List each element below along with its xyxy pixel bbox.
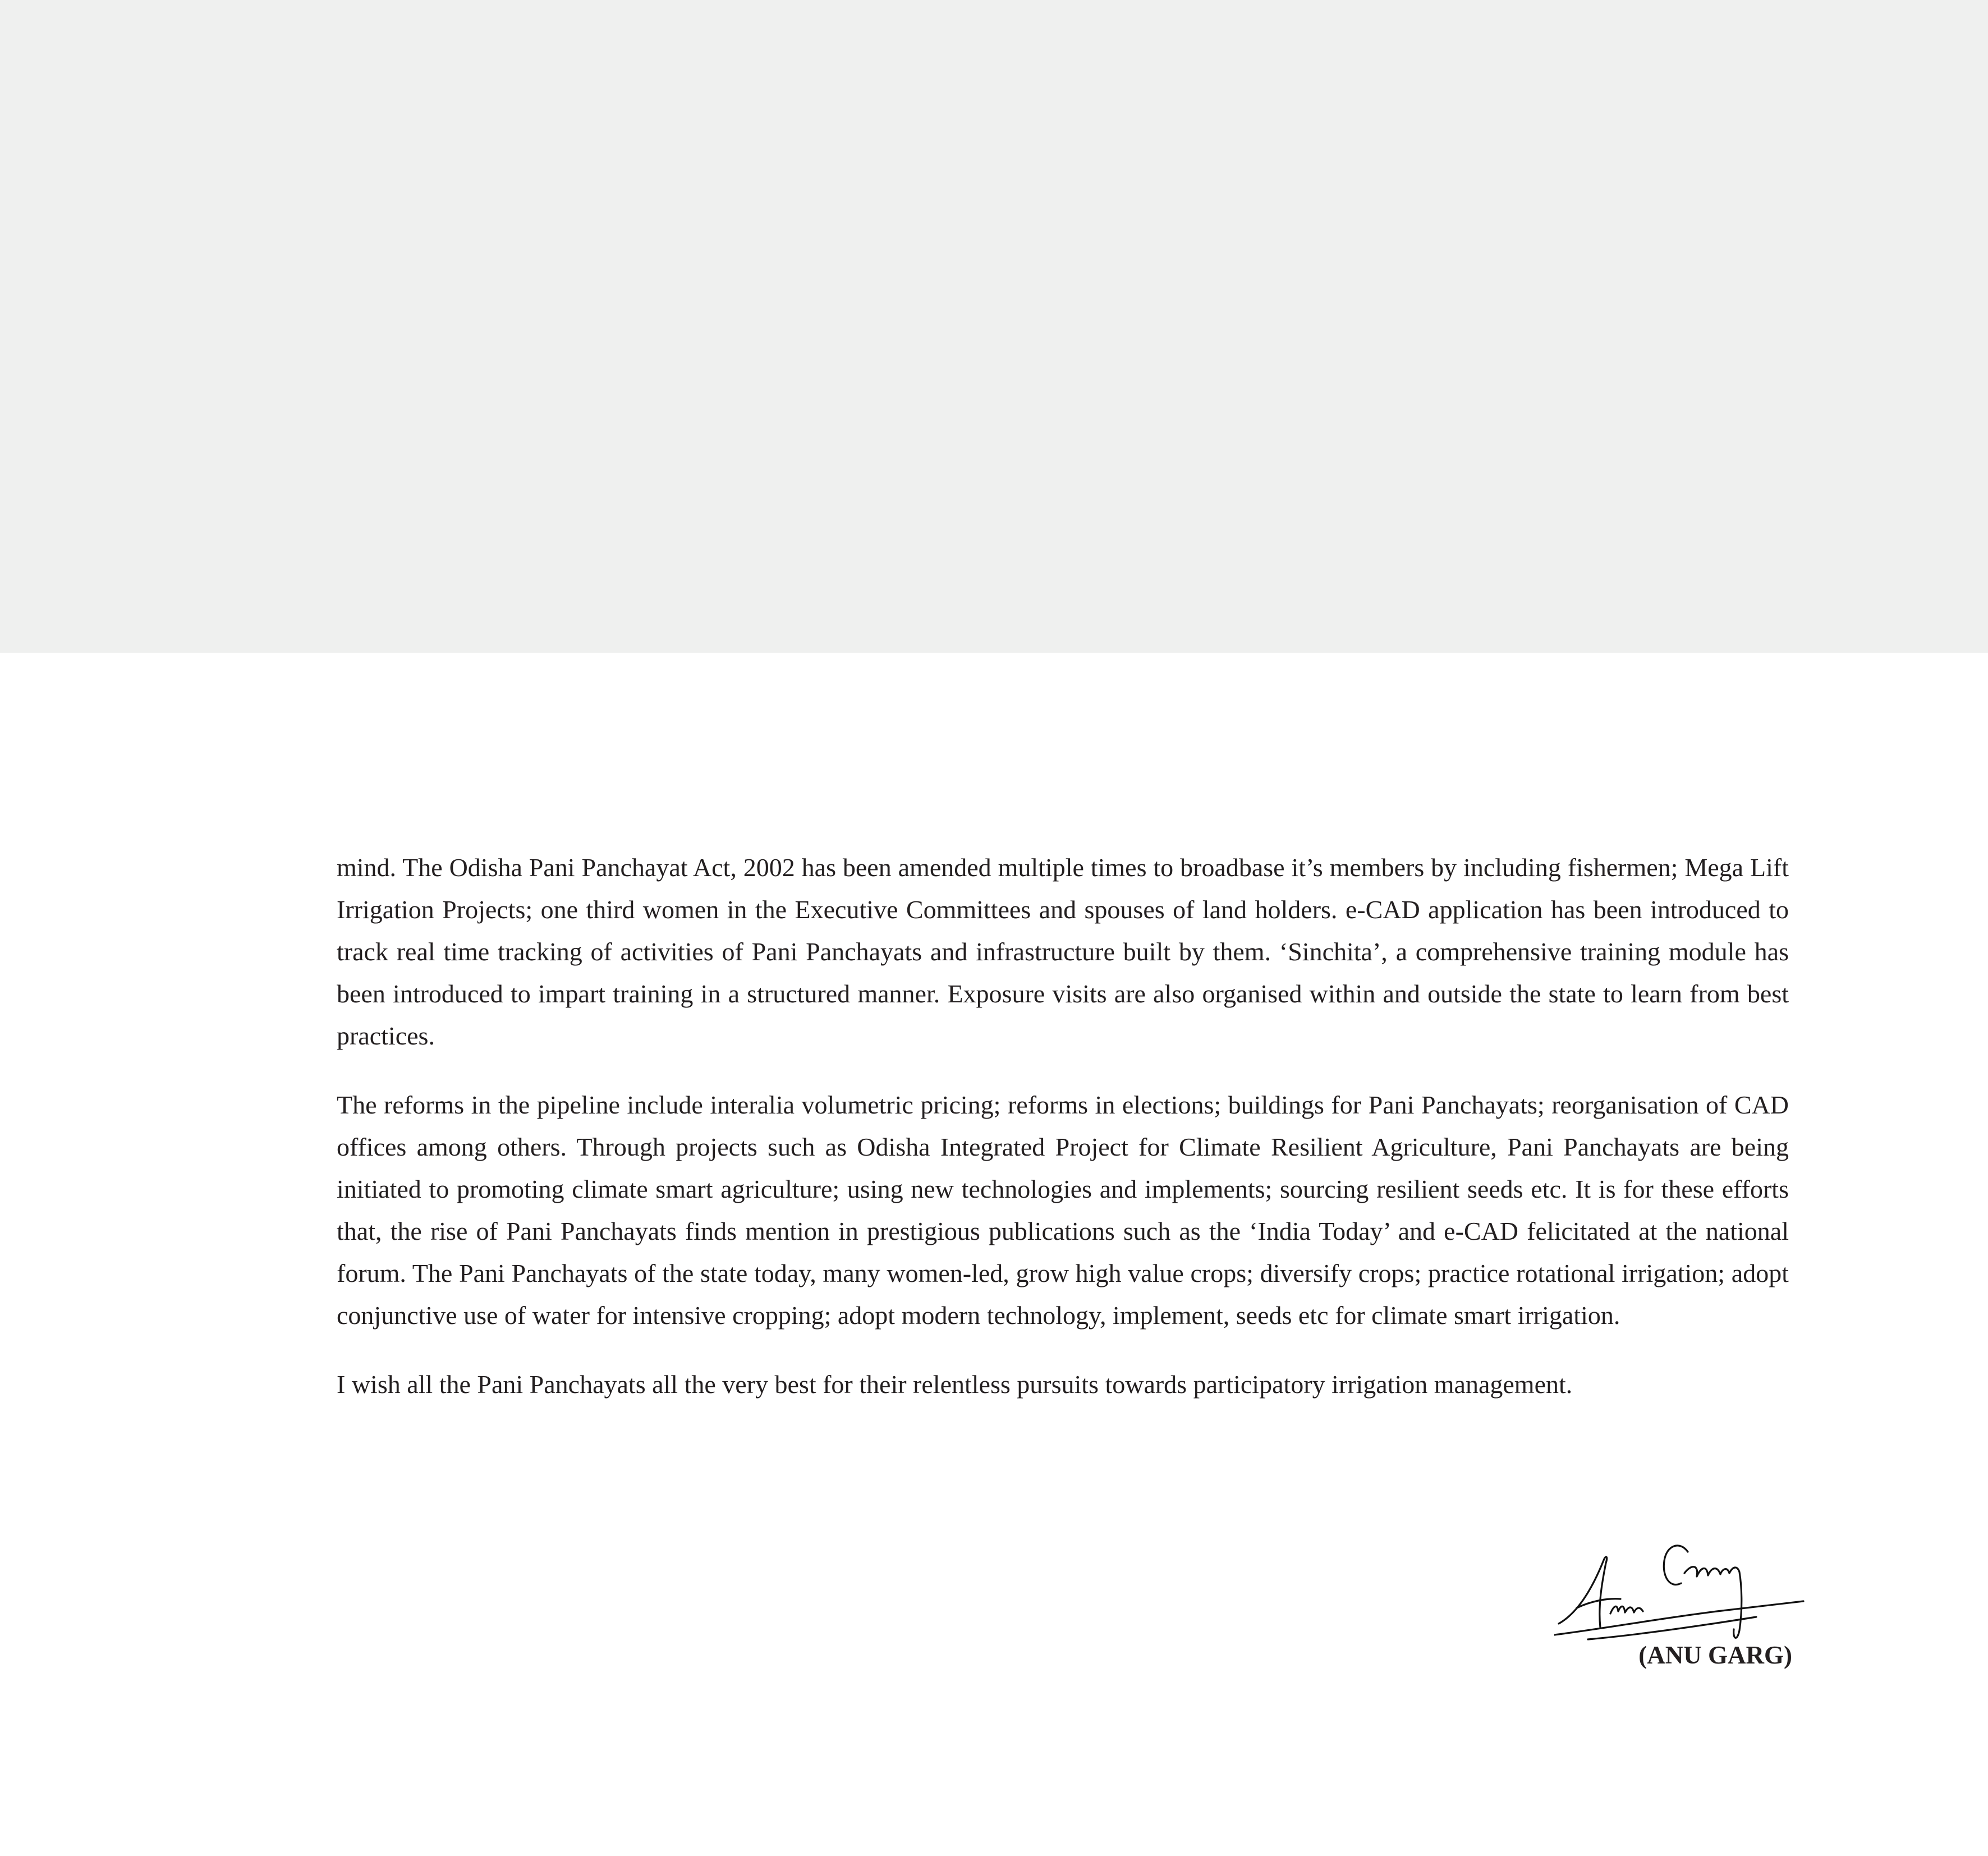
paragraph-1: mind. The Odisha Pani Panchayat Act, 2002 has been amended multiple times to broadbase it’s members by including fishermen; Mega Lift Irrigation Projects; one third women in the Executive Committees and spouses of land holders. e-CAD application has been introduced to track real time tracking of activities of Pani Panchayats and infrastructure built by them. ‘Sinchita’, a comprehensive training module has been introduced to impart training in a structured manner. Exposure visits are also organised within and outside the state to learn from best practices. xyxy=(337,853,1789,1050)
signatory-name: (ANU GARG) xyxy=(1638,1641,1792,1669)
paragraph-3: I wish all the Pani Panchayats all the very best for their relentless pursuits towards participatory irrigation management. xyxy=(337,1370,1573,1399)
paragraph-2: The reforms in the pipeline include interalia volumetric pricing; reforms in elections; buildings for Pani Panchayats; reorganisation of CAD offices among others. Through projects such as Odisha Integrated Project for Climate Resilient Agriculture, Pani Panchayats are being initiated to promoting climate smart agriculture; using new technologies and implements; sourcing resilient seeds etc. It is for these efforts that, the rise of Pani Panchayats finds mention in prestigious publications such as the ‘India Today’ and e-CAD felicitated at the national forum. The Pani Panchayats of the state today, many women-led, grow high value crops; diversify crops; practice rotational irrigation; adopt conjunctive use of water for intensive cropping; adopt modern technology, implement, seeds etc for climate smart irrigation. xyxy=(337,1090,1789,1330)
top-band xyxy=(0,0,1988,653)
letter-body xyxy=(337,846,1789,1432)
handwritten-signature xyxy=(1554,1529,1807,1647)
signature-block xyxy=(1537,1529,1807,1675)
